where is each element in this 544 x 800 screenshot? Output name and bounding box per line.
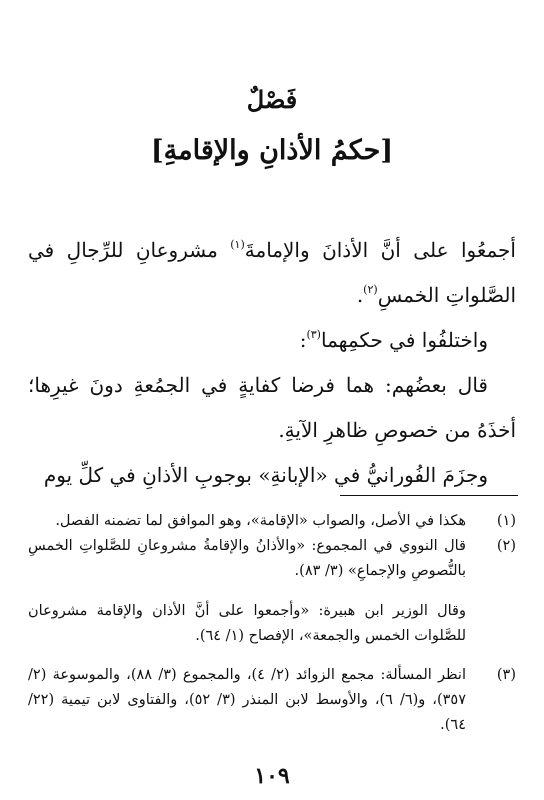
paragraph-opinion: قال بعضُهم: هما فرضا كفايةٍ في الجمُعةِ دونَ غيرِها؛ أخذَهُ من خصوصِ ظاهرِ الآيةِ. — [28, 373, 516, 442]
paragraph-disagreement — [28, 318, 516, 363]
footnote-separator — [340, 495, 518, 496]
footnote-number: (٢) — [496, 538, 516, 554]
footnote-text: قال النووي في المجموع: «والأذانُ والإقامةُ مشروعانِ للصَّلواتِ الخمسِ بالنُّصوصِ والإجماعِ» (٣/ ٨٣). — [28, 538, 466, 579]
footnote-ref-1[interactable]: (١) — [230, 238, 245, 251]
chapter-title: [حكمُ الأذانِ والإقامةِ] — [150, 135, 394, 166]
main-text — [28, 228, 516, 498]
footnote-text: وقال الوزير ابن هبيرة: «وأجمعوا على أنَّ الأذان والإقامة مشروعان للصَّلوات الخمس والجمعة»، الإفصاح (١/ ٦٤). — [28, 602, 466, 644]
footnote-ref-3[interactable]: (٣) — [306, 328, 321, 341]
footnote-number: (١) — [496, 513, 516, 529]
page-number: ١٠٩ — [254, 763, 290, 789]
paragraph-text: أجمعُوا على أنَّ الأذانَ والإمامةَ — [244, 238, 516, 262]
footnote-2 — [28, 534, 516, 584]
paragraph-text: : — [299, 328, 307, 352]
footnote-text: هكذا في الأصل، والصواب «الإقامة»، وهو الموافق لما تضمنه الفصل. — [55, 513, 466, 529]
footnote-text: انظر المسألة: مجمع الزوائد (٢/ ٤)، والمجموع (٣/ ٨٨)، والموسوعة (٢/ ٣٥٧)، و(٦/ ٦)، والأوسط لابن المنذر (٣/ ٥٢)، والفتاوى لابن تيمية (٢٢/ ٦٤). — [28, 667, 466, 733]
section-label: فَصْلٌ — [246, 85, 298, 114]
paragraph-consensus — [28, 228, 516, 318]
paragraph-text: واختلفُوا في حكمِهما — [320, 328, 488, 352]
paragraph-text: مشروعانِ للرِّجالِ في الصَّلواتِ الخمسِ — [28, 238, 516, 307]
footnote-1 — [28, 509, 516, 534]
paragraph-text: . — [356, 283, 364, 307]
footnote-2-continuation — [28, 599, 516, 649]
footnote-3 — [28, 663, 516, 738]
paragraph-furani: وجزَمَ الفُورانيُّ في «الإبانةِ» بوجوبِ الأذانِ في كلِّ يوم — [43, 463, 488, 487]
footnote-ref-2[interactable]: (٢) — [363, 283, 378, 296]
footnote-number: (٣) — [496, 667, 516, 683]
footnotes — [28, 509, 516, 738]
